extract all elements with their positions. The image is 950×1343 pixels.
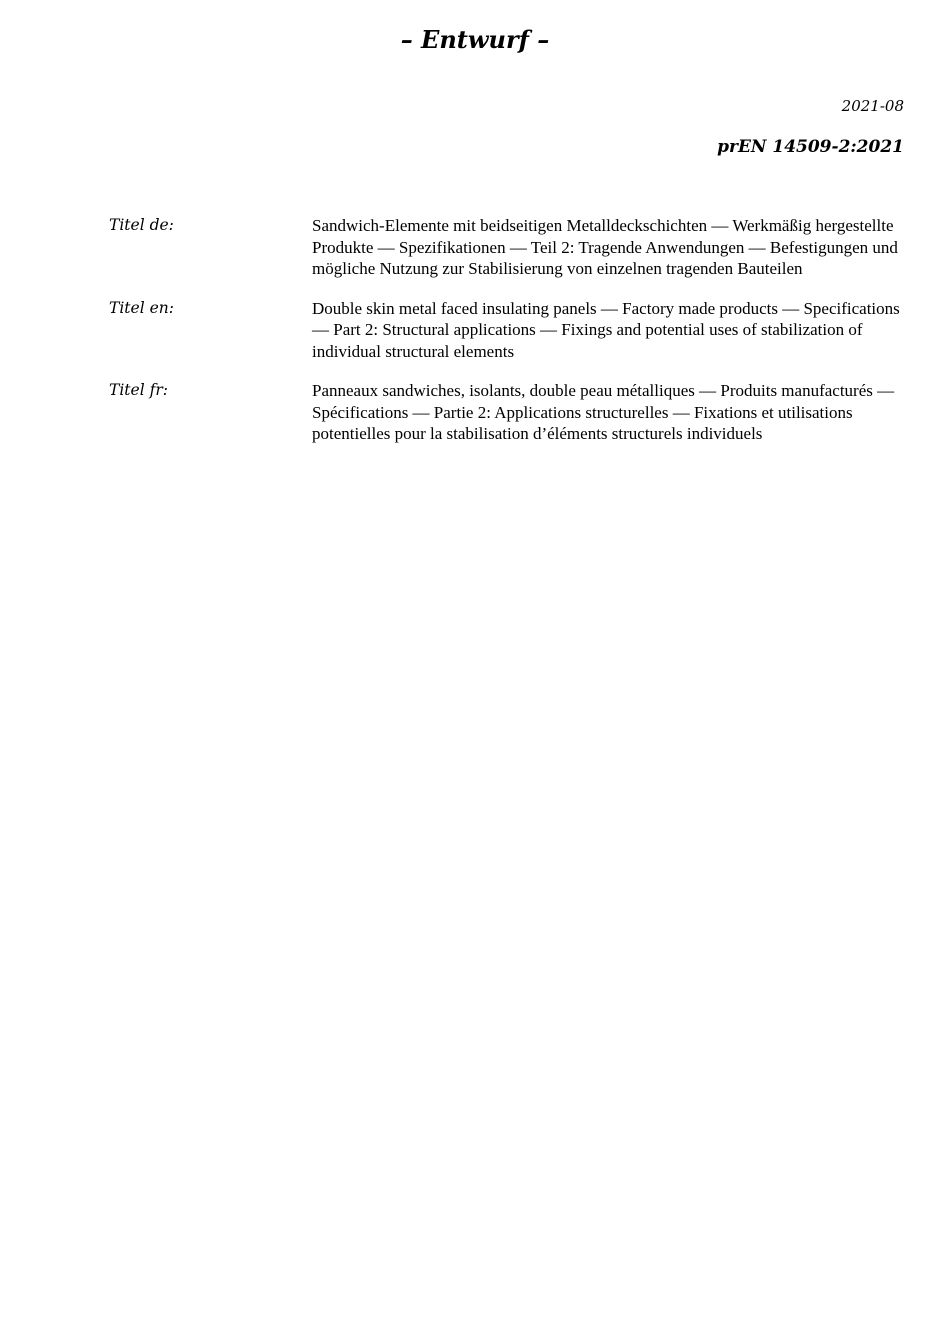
draft-mark: – Entwurf –: [400, 25, 550, 54]
title-text-en: Double skin metal faced insulating panels — Factory made products — Specifications — Part 2: Structural applications — Fixings and potential uses of stabilization of individual structural elements: [312, 298, 900, 361]
title-row-de: [109, 215, 904, 280]
title-label-en: Titel en:: [109, 298, 174, 317]
title-text-de: Sandwich-Elemente mit beidseitigen Metalldeckschichten — Werkmäßig hergestellte Produkte — Spezifikationen — Teil 2: Tragende Anwendungen — Befestigungen und mögliche Nutzung zur Stabilisierung von einzelnen tragenden Bauteilen: [312, 216, 898, 278]
title-list: [109, 215, 904, 463]
document-date: 2021-08: [841, 97, 904, 115]
title-text-fr: Panneaux sandwiches, isolants, double peau métalliques — Produits manufacturés — Spécifications — Partie 2: Applications structurelles — Fixations et utilisations potentielles pour la stabilisation d’éléments structurels individuels: [312, 381, 895, 443]
title-row-fr: [109, 380, 904, 445]
title-label-de: Titel de:: [109, 216, 174, 234]
title-label-fr: Titel fr:: [109, 381, 168, 399]
document-number: prEN 14509-2:2021: [717, 137, 904, 157]
title-row-en: [109, 298, 904, 363]
